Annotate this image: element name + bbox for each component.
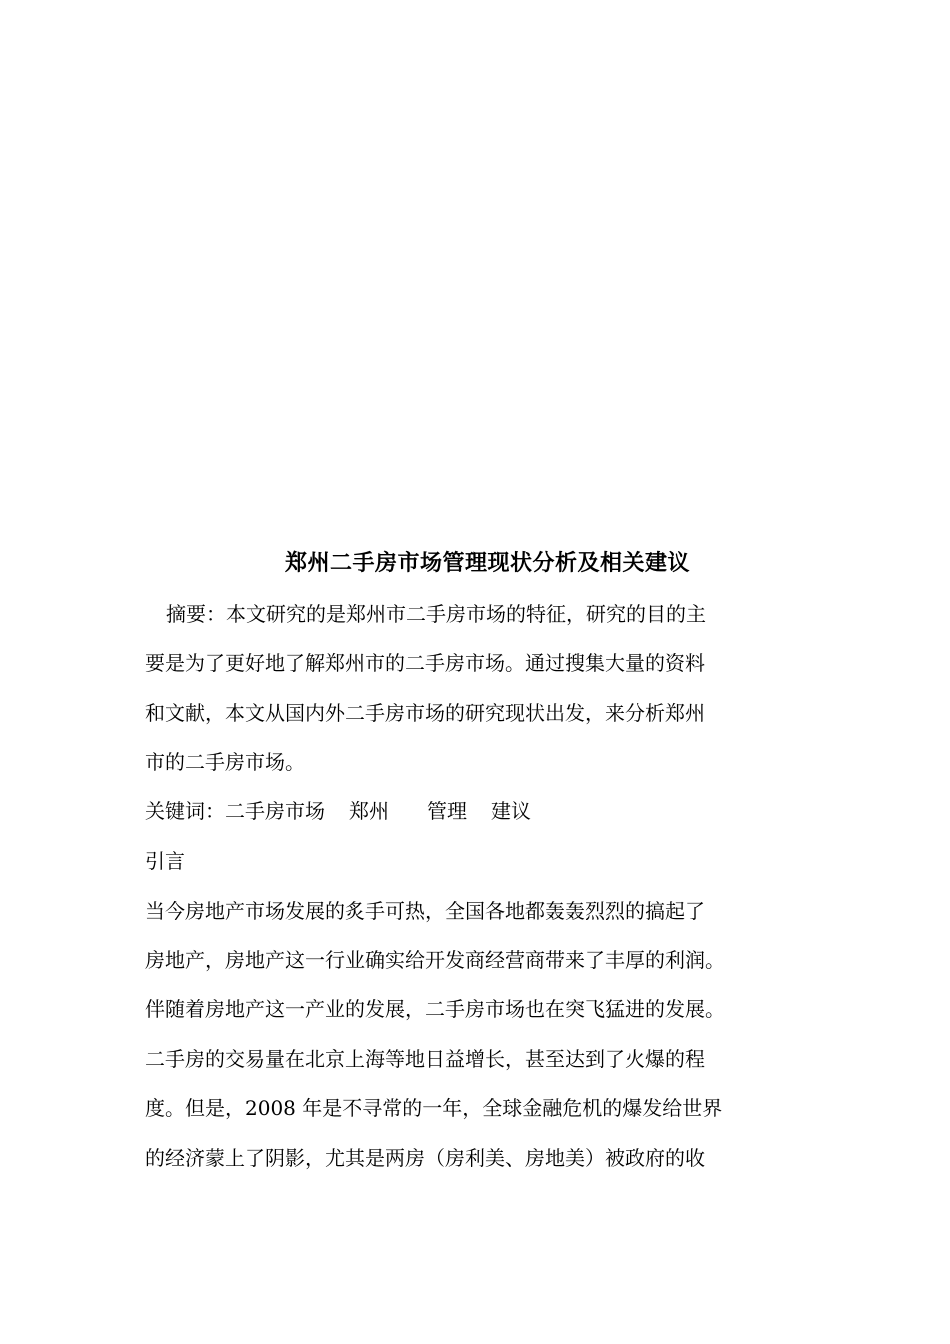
document-title: 郑州二手房市场管理现状分析及相关建议 [285,550,691,576]
abstract-line: 和文献，本文从国内外二手房市场的研究现状出发，来分析郑州 [145,701,705,725]
keyword-item: 管理 [427,799,467,823]
intro-line: 二手房的交易量在北京上海等地日益增长，甚至达到了火爆的程 [145,1047,705,1071]
keywords-label: 关键词： [145,799,225,823]
intro-line: 伴随着房地产这一产业的发展，二手房市场也在突飞猛进的发展。 [145,997,725,1021]
intro-heading: 引言 [145,849,185,873]
abstract-line: 要是为了更好地了解郑州市的二手房市场。通过搜集大量的资料 [145,651,705,675]
keyword-item: 二手房市场 [225,799,325,823]
keyword-item: 郑州 [349,799,389,823]
keyword-item: 建议 [491,799,531,823]
abstract-line: 摘要：本文研究的是郑州市二手房市场的特征，研究的目的主 [166,602,706,626]
abstract-line: 市的二手房市场。 [145,750,305,774]
intro-line: 的经济蒙上了阴影，尤其是两房（房利美、房地美）被政府的收 [145,1146,705,1170]
keywords-line [145,797,531,825]
intro-line: 房地产，房地产这一行业确实给开发商经营商带来了丰厚的利润。 [145,948,725,972]
intro-line: 度。但是，2008 年是不寻常的一年，全球金融危机的爆发给世界 [145,1096,723,1120]
intro-line: 当今房地产市场发展的炙手可热，全国各地都轰轰烈烈的搞起了 [145,899,705,923]
